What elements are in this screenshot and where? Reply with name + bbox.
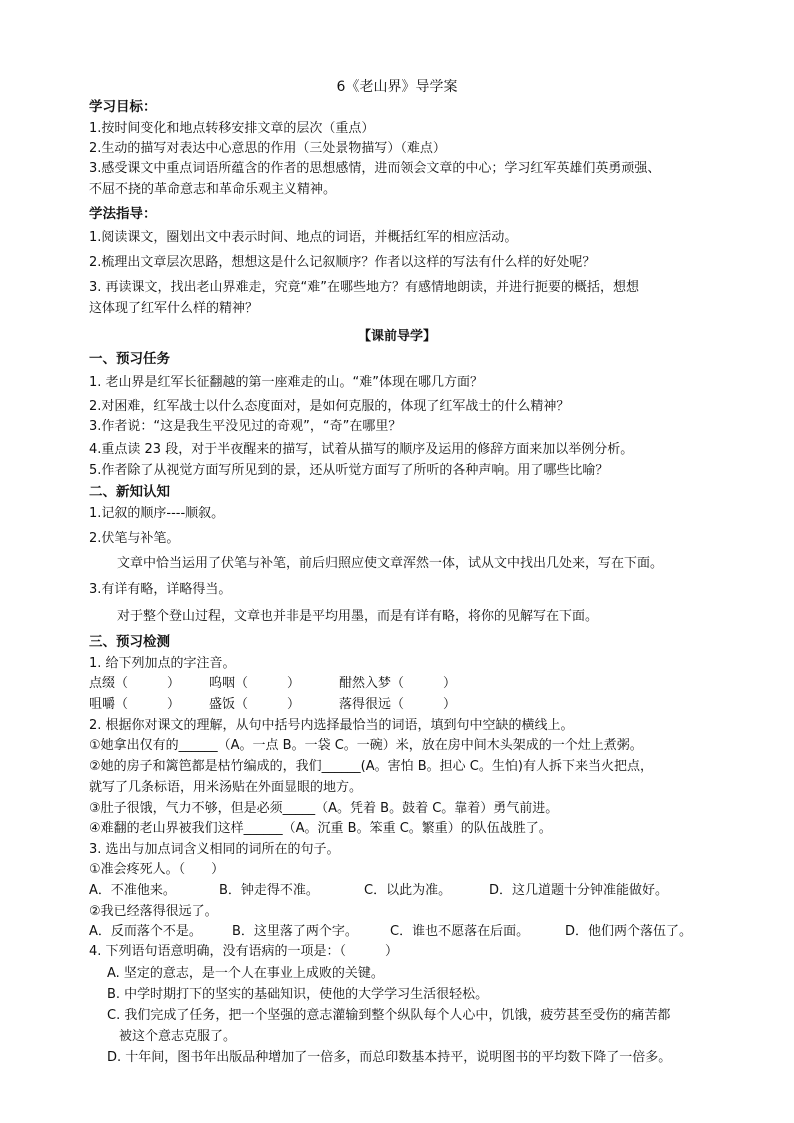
objectives-heading: 学习目标： <box>89 99 157 115</box>
pinyin-blank[interactable]: 落得很远（ ） <box>339 697 457 712</box>
option-b[interactable]: B．钟走得不准。 <box>219 883 319 898</box>
preview-item: 1. 老山界是红军长征翻越的第一座难走的山。“难”体现在哪几方面？ <box>89 375 484 390</box>
option-c[interactable]: C．以此为准。 <box>364 883 452 898</box>
preview-item: 5.作者除了从视觉方面写所见到的景，还从听觉方面写了所听的各种声响。用了哪些比喻？ <box>89 463 609 478</box>
newknow-item: 1.记叙的顺序----顺叙。 <box>89 506 225 521</box>
option-d[interactable]: D．他们两个落伍了。 <box>565 924 693 939</box>
pinyin-blank[interactable]: 点缀（ ） <box>89 676 181 691</box>
preview-item: 2.对困难，红军战士以什么态度面对，是如何克服的，体现了红军战士的什么精神？ <box>89 399 570 414</box>
q4-option-b[interactable]: B. 中学时期打下的坚实的基础知识，使他的大学学习生活很轻松。 <box>107 987 489 1002</box>
newknow-item: 3.有详有略，详略得当。 <box>89 582 232 597</box>
objective-item: 3.感受课文中重点词语所蕴含的作者的思想感情，进而领会文章的中心；学习红军英雄们英勇顽强、 <box>89 161 661 176</box>
pinyin-row <box>89 696 456 714</box>
method-item: 3. 再读课文，找出老山界难走，究竟“难”在哪些地方？有感情地朗读，并进行扼要的概括，想想 <box>89 280 640 295</box>
pinyin-blank[interactable]: 咀嚼（ ） <box>89 697 181 712</box>
method-item: 1.阅读课文，圈划出文中表示时间、地点的词语，并概括红军的相应活动。 <box>89 230 518 245</box>
q4-option-a[interactable]: A. 坚定的意志，是一个人在事业上成败的关键。 <box>107 966 384 981</box>
q4-option-c-cont: 被这个意志克服了。 <box>119 1029 237 1044</box>
newknow-paragraph: 文章中恰当运用了伏笔与补笔，前后归照应使文章浑然一体，试从文中找出几处来，写在下面。 <box>117 556 664 571</box>
newknow-item: 2.伏笔与补笔。 <box>89 531 180 546</box>
objective-item: 1.按时间变化和地点转移安排文章的层次（重点） <box>89 121 375 136</box>
methods-heading: 学法指导： <box>89 206 157 222</box>
preview-heading: 一、预习任务 <box>89 351 170 367</box>
pinyin-blank[interactable]: 酣然入梦（ ） <box>339 676 457 691</box>
method-item: 这体现了红军什么样的精神？ <box>89 301 259 316</box>
q4-option-c[interactable]: C. 我们完成了任务，把一个坚强的意志灌输到整个纵队每个人心中，饥饿，疲劳甚至受伤的痛苦都 <box>107 1008 671 1023</box>
preview-item: 4.重点读 23 段，对于半夜醒来的描写，试着从描写的顺序及运用的修辞方面来加以举例分析。 <box>89 442 634 457</box>
q3a-stem: ①准会疼死人。（ ） <box>89 862 225 877</box>
q2-item: ②她的房子和篱笆都是枯竹编成的，我们______(A。害怕 B。担心 C。生怕)有人拆下来当火把点， <box>89 759 653 774</box>
newknow-paragraph: 对于整个登山过程，文章也并非是平均用墨，而是有详有略，将你的见解写在下面。 <box>117 609 599 624</box>
q2-item: ④难翻的老山界被我们这样______（A。沉重 B。笨重 C。繁重）的队伍战胜了。 <box>89 821 552 836</box>
check-heading: 三、预习检测 <box>89 634 170 650</box>
q3b-stem: ②我已经落得很远了。 <box>89 904 218 919</box>
q3b-options <box>89 923 692 941</box>
document-title: 6《老山界》导学案 <box>336 79 458 95</box>
question-2: 2. 根据你对课文的理解，从句中括号内选择最恰当的词语，填到句中空缺的横线上。 <box>89 718 574 733</box>
question-4: 4. 下列语句语意明确，没有语病的一项是：（ ） <box>89 944 399 959</box>
objective-item: 2.生动的描写对表达中心意思的作用（三处景物描写）（难点） <box>89 141 446 156</box>
q2-item: ①她拿出仅有的______（A。一点 B。一袋 C。一碗）米，放在房中间木头架成的一个灶上煮粥。 <box>89 738 643 753</box>
q2-item: ③肚子很饿，气力不够，但是必须_____（A。凭着 B。鼓着 C。靠着）勇气前进。 <box>89 801 559 816</box>
preview-item: 3.作者说：“这是我生平没见过的奇观”，“奇”在哪里？ <box>89 419 402 434</box>
question-3: 3. 选出与加点词含义相同的词所在的句子。 <box>89 842 340 857</box>
q3a-options <box>89 882 668 900</box>
question-1: 1. 给下列加点的字注音。 <box>89 656 236 671</box>
q2-item: 就写了几条标语，用米汤贴在外面显眼的地方。 <box>89 780 363 795</box>
objective-item: 不屈不挠的革命意志和革命乐观主义精神。 <box>89 182 337 197</box>
option-a[interactable]: A．不准他来。 <box>89 883 176 898</box>
pinyin-blank[interactable]: 呜咽（ ） <box>209 676 301 691</box>
option-c[interactable]: C．谁也不愿落在后面。 <box>390 924 530 939</box>
pinyin-blank[interactable]: 盛饭（ ） <box>209 697 301 712</box>
q4-option-d[interactable]: D. 十年间，图书年出版品种增加了一倍多，而总印数基本持平，说明图书的平均数下降了一倍多。 <box>107 1050 672 1065</box>
option-b[interactable]: B．这里落了两个字。 <box>232 924 358 939</box>
newknow-heading: 二、新知认知 <box>89 484 170 500</box>
pinyin-row <box>89 675 456 693</box>
section-title: 【课前导学】 <box>357 329 436 344</box>
option-d[interactable]: D．这几道题十分钟准能做好。 <box>489 883 669 898</box>
method-item: 2.梳理出文章层次思路，想想这是什么记叙顺序？作者以这样的写法有什么样的好处呢？ <box>89 255 596 270</box>
option-a[interactable]: A．反而落个不是。 <box>89 924 202 939</box>
